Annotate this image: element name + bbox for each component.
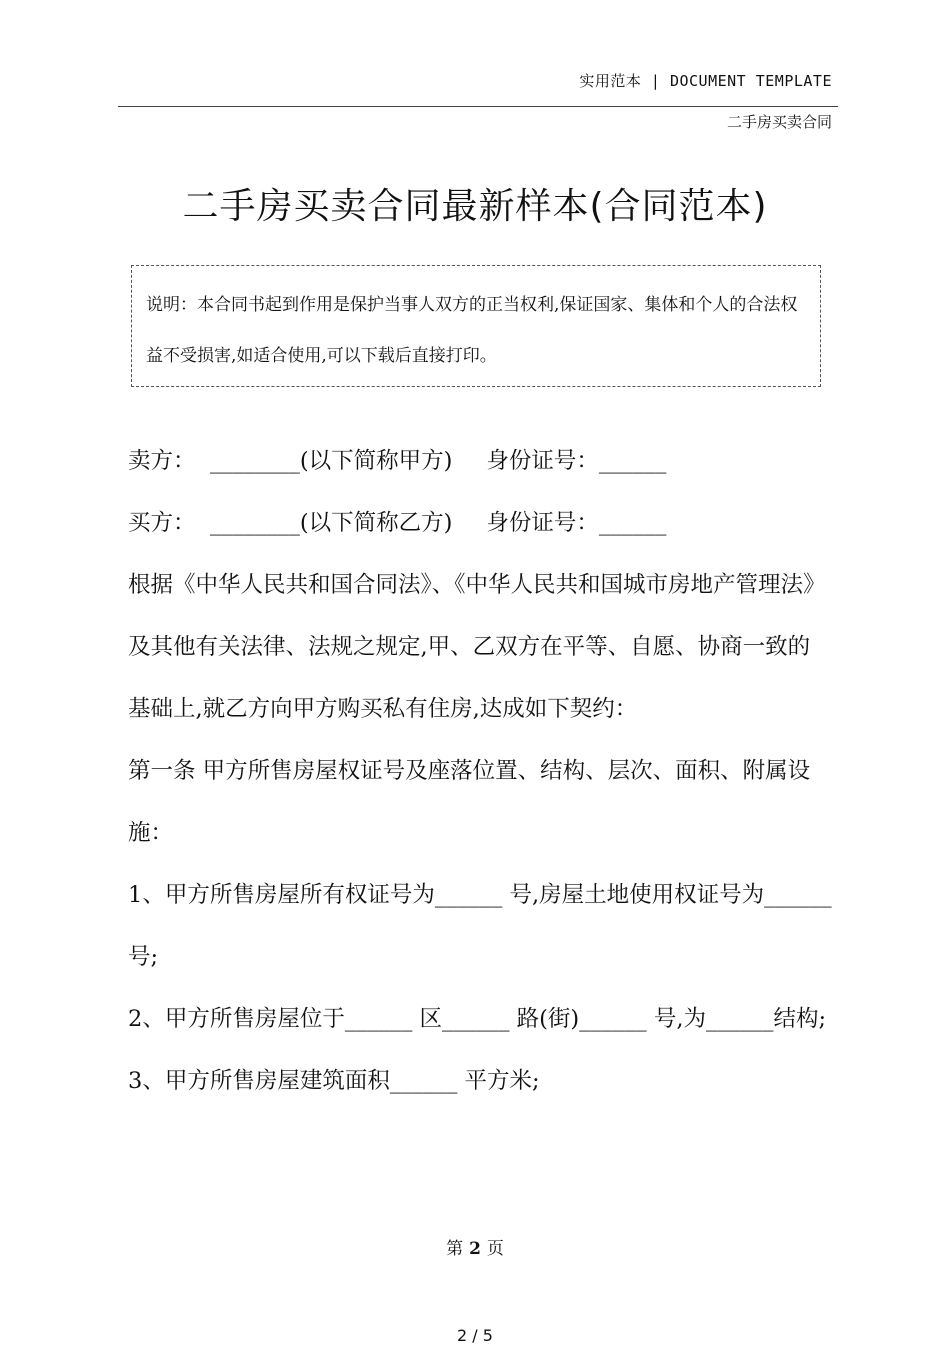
page-prefix: 第 <box>446 1239 464 1259</box>
article-1-item-2: 2、甲方所售房屋位于______ 区______ 路(街)______ 号,为______结构; <box>128 1006 827 1032</box>
article-1-heading: 第一条 甲方所售房屋权证号及座落位置、结构、层次、面积、附属设施： <box>128 758 811 846</box>
seller-blank: ________ <box>209 448 300 474</box>
page-number <box>0 1234 950 1259</box>
page-count: 2 / 5 <box>457 1326 493 1345</box>
buyer-alias: (以下简称乙方) <box>299 510 453 536</box>
header-divider <box>118 106 838 107</box>
seller-line <box>128 430 832 492</box>
seller-id-label: 身份证号： <box>486 448 599 474</box>
contract-body <box>128 430 832 1112</box>
buyer-id-blank: ______ <box>598 510 667 536</box>
seller-alias: (以下简称甲方) <box>299 448 453 474</box>
header-subtitle: 二手房买卖合同 <box>726 113 832 131</box>
seller-id-blank: ______ <box>598 448 667 474</box>
note-text: 说明：本合同书起到作用是保护当事人双方的正当权利,保证国家、集体和个人的合法权益不受损害,如适合使用,可以下载后直接打印。 <box>146 295 798 366</box>
note-box <box>131 265 821 387</box>
document-title: 二手房买卖合同最新样本(合同范本) <box>182 186 768 227</box>
seller-label: 卖方： <box>128 448 196 474</box>
header-brand: 实用范本 | DOCUMENT TEMPLATE <box>579 72 832 90</box>
page-suffix: 页 <box>486 1239 504 1259</box>
buyer-id-label: 身份证号： <box>486 510 599 536</box>
page-number-value: 2 <box>469 1239 481 1259</box>
buyer-line <box>128 492 832 554</box>
buyer-label: 买方： <box>128 510 196 536</box>
article-1-item-1: 1、甲方所售房屋所有权证号为______ 号,房屋土地使用权证号为______ 号; <box>128 882 832 970</box>
buyer-blank: ________ <box>209 510 300 536</box>
article-1-item-3: 3、甲方所售房屋建筑面积______ 平方米; <box>128 1068 540 1094</box>
preamble-paragraph: 根据《中华人民共和国合同法》、《中华人民共和国城市房地产管理法》及其他有关法律、法规之规定,甲、乙双方在平等、自愿、协商一致的基础上,就乙方向甲方购买私有住房,达成如下契约： <box>128 572 826 722</box>
